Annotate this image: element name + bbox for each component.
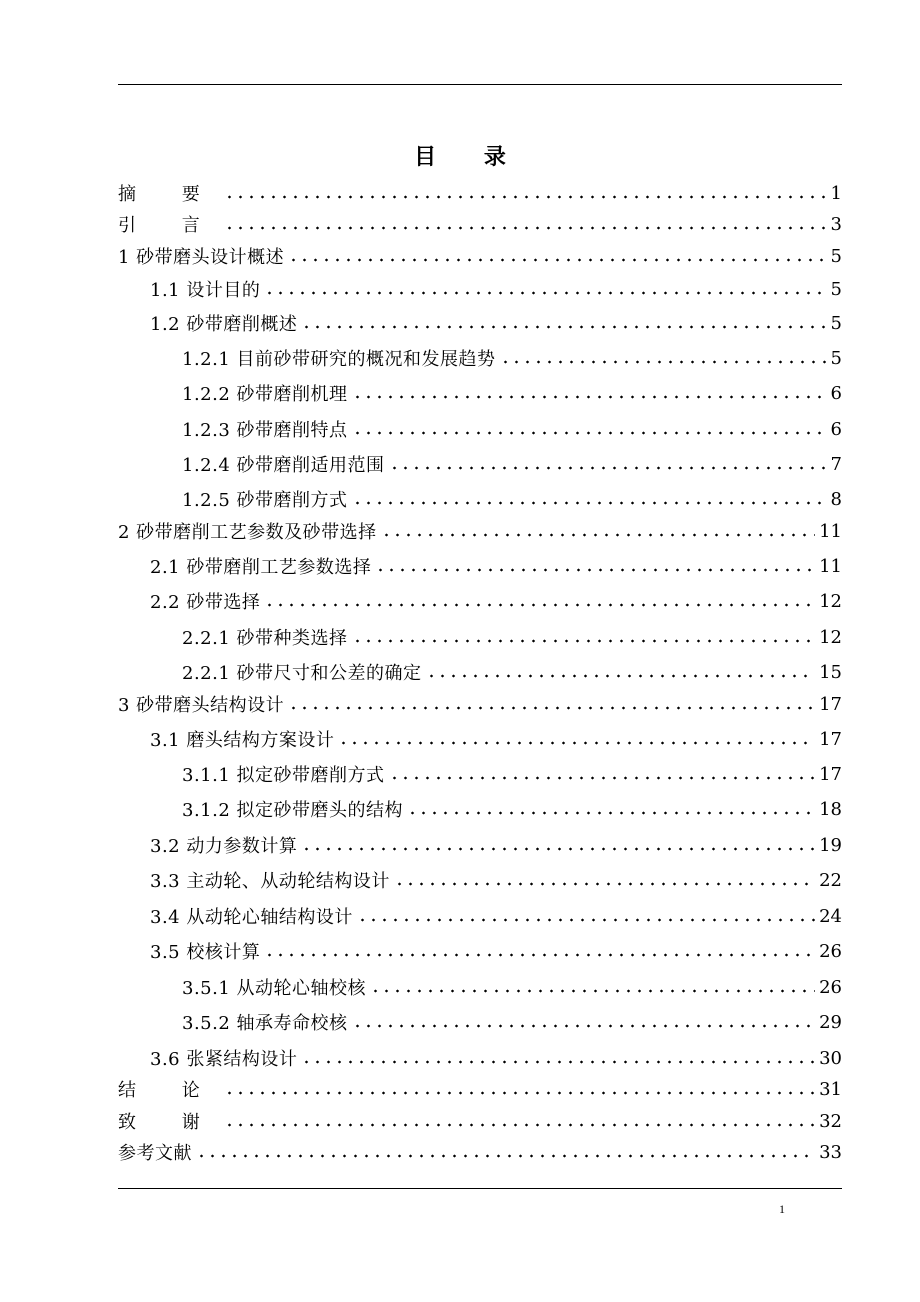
toc-entry-label: 3.5.1 从动轮心轴校核 bbox=[182, 978, 367, 999]
toc-entry-1-2[interactable] bbox=[118, 308, 842, 338]
dot-leader bbox=[352, 501, 827, 505]
toc-entry-label: 3.1.1 拟定砂带磨削方式 bbox=[182, 765, 385, 786]
header-rule bbox=[118, 84, 842, 85]
dot-leader bbox=[352, 431, 827, 435]
toc-entry-label: 3.4 从动轮心轴结构设计 bbox=[150, 907, 353, 928]
toc-entry-label: 1.2.5 砂带磨削方式 bbox=[182, 490, 348, 511]
dot-leader bbox=[264, 603, 815, 607]
toc-entry-3-2[interactable] bbox=[118, 830, 842, 860]
toc-entry-1-2-4[interactable] bbox=[118, 449, 842, 479]
dot-leader bbox=[381, 533, 815, 537]
toc-entry-page: 17 bbox=[819, 763, 842, 785]
dot-leader bbox=[224, 1123, 815, 1127]
toc-entry-page: 33 bbox=[819, 1141, 842, 1163]
toc-entry-2-2-1[interactable] bbox=[118, 622, 842, 652]
toc-entry-label: 3.3 主动轮、从动轮结构设计 bbox=[150, 871, 390, 892]
toc-entry-page: 12 bbox=[819, 626, 842, 648]
toc-entry-conclusion[interactable] bbox=[118, 1074, 842, 1104]
toc-entry-page: 30 bbox=[819, 1047, 842, 1069]
dot-leader bbox=[301, 847, 815, 851]
toc-entry-label: 2.2.1 砂带尺寸和公差的确定 bbox=[182, 663, 422, 684]
toc-entry-label: 参考文献 bbox=[118, 1143, 192, 1164]
toc-entry-label: 3.1 磨头结构方案设计 bbox=[150, 730, 335, 751]
toc-entry-label: 2.1 砂带磨削工艺参数选择 bbox=[150, 557, 372, 578]
toc-entry-page: 15 bbox=[819, 661, 842, 683]
toc-entry-3-5-2[interactable] bbox=[118, 1007, 842, 1037]
toc-entry-3-5[interactable] bbox=[118, 936, 842, 966]
toc-entry-references[interactable] bbox=[118, 1137, 842, 1167]
page-number: 1 bbox=[779, 1202, 785, 1216]
dot-leader bbox=[375, 568, 815, 572]
toc-entry-page: 12 bbox=[819, 590, 842, 612]
dot-leader bbox=[264, 291, 826, 295]
toc-entry-page: 17 bbox=[819, 728, 842, 750]
toc-entry-label: 2.2.1 砂带种类选择 bbox=[182, 628, 348, 649]
dot-leader bbox=[426, 674, 816, 678]
toc-entry-label: 3 砂带磨头结构设计 bbox=[118, 695, 285, 716]
dot-leader bbox=[288, 258, 826, 262]
toc-entry-page: 17 bbox=[819, 693, 842, 715]
toc-entry-3-3[interactable] bbox=[118, 865, 842, 895]
toc-entry-page: 5 bbox=[830, 245, 842, 267]
toc-entry-page: 6 bbox=[830, 418, 842, 440]
toc-entry-2-2[interactable] bbox=[118, 586, 842, 616]
toc-entry-label: 3.6 张紧结构设计 bbox=[150, 1049, 298, 1070]
toc-entry-1-2-1[interactable] bbox=[118, 343, 842, 373]
toc-entry-label: 3.5 校核计算 bbox=[150, 942, 261, 963]
toc-entry-3-1-2[interactable] bbox=[118, 794, 842, 824]
dot-leader bbox=[500, 360, 827, 364]
dot-leader bbox=[407, 811, 815, 815]
dot-leader bbox=[338, 741, 815, 745]
toc-entry-label: 1.2.2 砂带磨削机理 bbox=[182, 384, 348, 405]
dot-leader bbox=[370, 989, 815, 993]
dot-leader bbox=[301, 1060, 815, 1064]
toc-entry-label: 1.2 砂带磨削概述 bbox=[150, 314, 298, 335]
toc-entry-page: 26 bbox=[819, 976, 842, 998]
dot-leader bbox=[288, 706, 815, 710]
dot-leader bbox=[352, 395, 827, 399]
toc-entry-page: 5 bbox=[830, 278, 842, 300]
toc-entry-1-1[interactable] bbox=[118, 274, 842, 304]
dot-leader bbox=[352, 1024, 816, 1028]
page-title: 目 录 bbox=[414, 144, 526, 170]
toc-entry-page: 31 bbox=[819, 1078, 842, 1100]
toc-entry-3[interactable] bbox=[118, 689, 842, 719]
dot-leader bbox=[196, 1154, 815, 1158]
toc-entry-3-5-1[interactable] bbox=[118, 972, 842, 1002]
toc-entry-label: 2 砂带磨削工艺参数及砂带选择 bbox=[118, 522, 377, 543]
toc-entry-page: 1 bbox=[830, 182, 842, 204]
dot-leader bbox=[224, 1091, 815, 1095]
dot-leader bbox=[394, 882, 815, 886]
toc-entry-label: 结 论 bbox=[118, 1080, 220, 1101]
dot-leader bbox=[224, 226, 827, 230]
toc-entry-2[interactable] bbox=[118, 516, 842, 546]
dot-leader bbox=[301, 325, 826, 329]
toc-entry-page: 5 bbox=[830, 347, 842, 369]
dot-leader bbox=[224, 195, 827, 199]
dot-leader bbox=[357, 918, 815, 922]
toc-entry-label: 1.1 设计目的 bbox=[150, 280, 261, 301]
toc-entry-page: 26 bbox=[819, 940, 842, 962]
toc-entry-acknowledgements[interactable] bbox=[118, 1106, 842, 1136]
toc-entry-page: 22 bbox=[819, 869, 842, 891]
dot-leader bbox=[352, 639, 816, 643]
toc-entry-page: 11 bbox=[819, 520, 842, 542]
toc-entry-introduction[interactable] bbox=[118, 209, 842, 239]
toc-entry-1-2-5[interactable] bbox=[118, 484, 842, 514]
toc-entry-page: 32 bbox=[819, 1110, 842, 1132]
toc-entry-1-2-2[interactable] bbox=[118, 378, 842, 408]
toc-entry-label: 3.5.2 轴承寿命校核 bbox=[182, 1013, 348, 1034]
dot-leader bbox=[389, 466, 827, 470]
toc-entry-page: 8 bbox=[830, 488, 842, 510]
toc-entry-page: 19 bbox=[819, 834, 842, 856]
toc-entry-1[interactable] bbox=[118, 241, 842, 271]
toc-entry-2-2-1b[interactable] bbox=[118, 657, 842, 687]
toc-entry-label: 1.2.4 砂带磨削适用范围 bbox=[182, 455, 385, 476]
toc-entry-label: 引 言 bbox=[118, 215, 220, 236]
footer-rule bbox=[118, 1188, 842, 1189]
dot-leader bbox=[389, 776, 816, 780]
toc-entry-label: 摘 要 bbox=[118, 184, 220, 205]
toc-entry-label: 致 谢 bbox=[118, 1112, 220, 1133]
toc-entry-page: 3 bbox=[830, 213, 842, 235]
toc-entry-3-1-1[interactable] bbox=[118, 759, 842, 789]
toc-entry-page: 6 bbox=[830, 382, 842, 404]
toc-entry-3-4[interactable] bbox=[118, 901, 842, 931]
toc-entry-abstract[interactable] bbox=[118, 178, 842, 208]
toc-entry-label: 1.2.3 砂带磨削特点 bbox=[182, 420, 348, 441]
toc-entry-page: 24 bbox=[819, 905, 842, 927]
toc-entry-label: 1.2.1 目前砂带研究的概况和发展趋势 bbox=[182, 349, 496, 370]
toc-entry-page: 5 bbox=[830, 312, 842, 334]
toc-entry-1-2-3[interactable] bbox=[118, 414, 842, 444]
toc-entry-page: 11 bbox=[819, 555, 842, 577]
toc-entry-label: 2.2 砂带选择 bbox=[150, 592, 261, 613]
toc-entry-page: 18 bbox=[819, 798, 842, 820]
toc-entry-page: 29 bbox=[819, 1011, 842, 1033]
toc-entry-page: 7 bbox=[830, 453, 842, 475]
toc-entry-2-1[interactable] bbox=[118, 551, 842, 581]
toc-entry-3-6[interactable] bbox=[118, 1043, 842, 1073]
dot-leader bbox=[264, 953, 815, 957]
toc-entry-label: 3.2 动力参数计算 bbox=[150, 836, 298, 857]
toc-entry-label: 1 砂带磨头设计概述 bbox=[118, 247, 285, 268]
toc-entry-label: 3.1.2 拟定砂带磨头的结构 bbox=[182, 800, 404, 821]
toc-entry-3-1[interactable] bbox=[118, 724, 842, 754]
